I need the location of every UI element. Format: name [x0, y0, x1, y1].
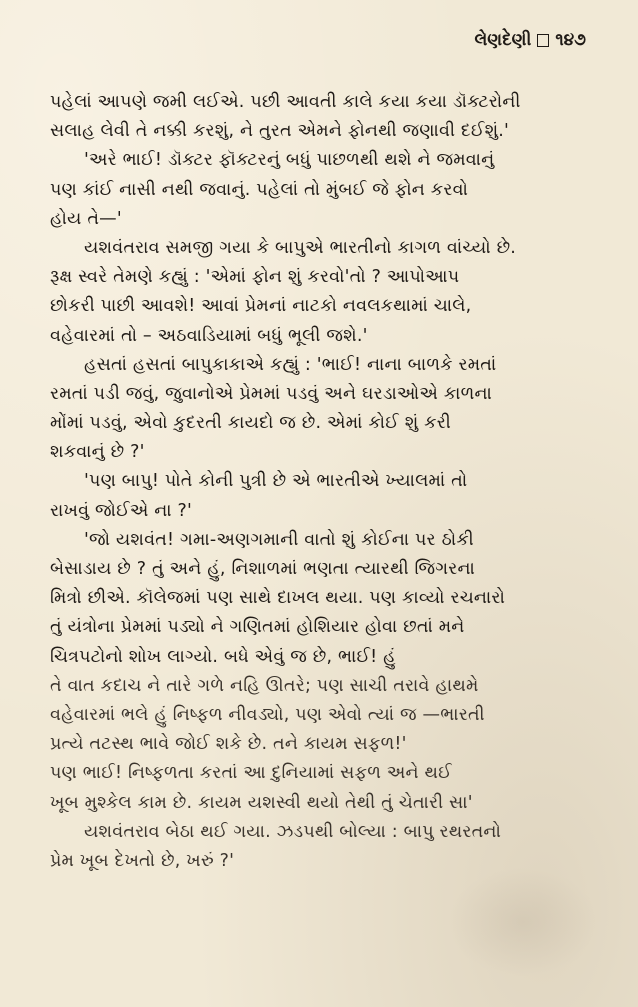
text-line: હોય તે—'	[50, 208, 122, 229]
text-line: રૂક્ષ સ્વરે તેમણે કહ્યું : 'એમાં ફોન શું કરવો'તો ? આપોઆપ	[50, 267, 460, 288]
text-line: યશવંતરાવ બેઠા થઈ ગયા. ઝડપથી બોલ્યા : બાપુ રથરતનો	[84, 821, 502, 842]
text-line: બેસાડાય છે ? તું અને હું, નિશાળમાં ભણતા ત્યારથી જિગરના	[50, 559, 476, 579]
text-line: 'જો યશવંત! ગમા-અણગમાની વાતો શું કોઈના પર ઠોકી	[84, 529, 474, 550]
text-line: સલાહ લેવી તે નક્કી કરશું, ને તુરત એમને ફોનથી જણાવી દઈશું.'	[50, 121, 510, 142]
text-line: ખૂબ મુશ્કેલ કામ છે. કાયમ યશસ્વી થયો તેથી તું ચેતારી સા'	[50, 792, 473, 813]
text-line: યશવંતરાવ સમજી ગયા કે બાપુએ ભારતીનો કાગળ વાંચ્યો છે.	[84, 237, 517, 258]
running-title: લેણદેણી	[474, 30, 532, 50]
text-line: શકવાનું છે ?'	[50, 442, 145, 463]
text-line: પણ ભાઈ! નિષ્ફળતા કરતાં આ દુનિયામાં સફળ અને થઈ	[50, 763, 452, 784]
text-line: પ્રત્યે તટસ્થ ભાવે જોઈ શકે છે. તને કાયમ સફળ!'	[50, 734, 407, 755]
text-line: હસતાં હસતાં બાપુકાકાએ કહ્યું : 'ભાઈ! નાના બાળકે રમતાં	[84, 354, 497, 375]
text-line: મિત્રો છીએ. કૉલેજમાં પણ સાથે દાખલ થયા. પણ કાવ્યો રચનારો	[50, 588, 506, 609]
text-line: 'અરે ભાઈ! ડૉક્ટર ફૉક્ટરનું બધું પાછળથી થશે ને જમવાનું	[84, 150, 495, 171]
text-line: ચિત્રપટોનો શોખ લાગ્યો. બધે એવું જ છે, ભાઈ! હું	[50, 646, 396, 667]
text-line: વહેવારમાં તો – અઠવાડિયામાં બધું ભૂલી જશે.'	[50, 325, 368, 346]
text-line: 'પણ બાપુ! પોતે કોની પુત્રી છે એ ભારતીએ ખ્યાલમાં તો	[84, 471, 468, 492]
text-line: પ્રેમ ખૂબ દેખતો છે, ખરું ?'	[50, 850, 235, 871]
text-line: પહેલાં આપણે જમી લઈએ. પછી આવતી કાલે કયા કયા ડૉક્ટરોની	[50, 92, 521, 112]
text-line: તે વાત કદાચ ને તારે ગળે નહિ ઊતરે; પણ સાચી તરાવે હાથમે	[50, 675, 479, 696]
separator-box-icon	[537, 34, 549, 47]
body-text	[50, 88, 590, 876]
text-line: પણ કાંઈ નાસી નથી જવાનું. પહેલાં તો મુંબઈ જે ફોન કરવો	[50, 179, 469, 200]
text-line: રાખવું જોઈએ ના ?'	[50, 500, 193, 521]
text-line: તું યંત્રોના પ્રેમમાં પડ્યો ને ગણિતમાં હોશિયાર હોવા છતાં મને	[50, 617, 465, 638]
text-line: રમતાં પડી જવું, જુવાનોએ પ્રેમમાં પડવું અને ઘરડાઓએ કાળના	[50, 383, 493, 404]
paper-stain	[448, 867, 598, 977]
text-line: મોંમાં પડવું, એવો કુદરતી કાયદો જ છે. એમાં કોઈ શું કરી	[50, 413, 451, 434]
page-number: ૧૪૭	[555, 30, 586, 50]
text-line: વહેવારમાં ભલે હું નિષ્ફળ નીવડ્યો, પણ એવો ત્યાં જ —ભારતી	[50, 704, 485, 725]
page-header	[474, 30, 586, 50]
text-line: છોકરી પાછી આવશે! આવાં પ્રેમનાં નાટકો નવલકથામાં ચાલે,	[50, 296, 472, 317]
